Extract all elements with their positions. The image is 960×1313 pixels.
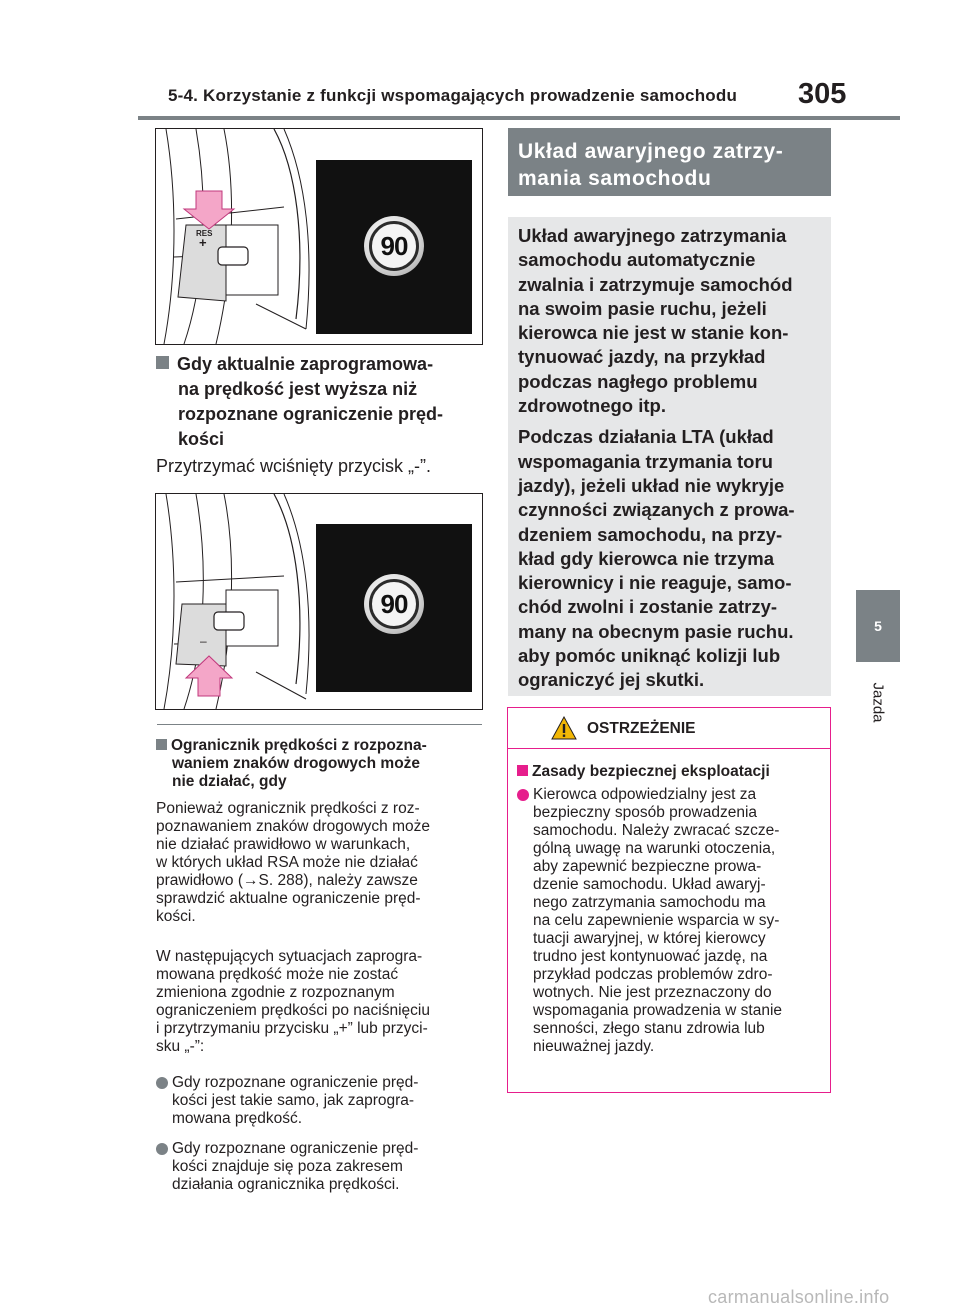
section-title: Układ awaryjnego zatrzy- mania samochodu <box>508 128 831 196</box>
section-heading-higher-speed: Gdy aktualnie zaprogramowa- na prędkość jest wyższa niż rozpoznane ograniczenie pręd- kości <box>156 352 486 452</box>
section-heading-limiter-not-working: Ogranicznik prędkości z rozpozna- waniem znaków drogowych może nie działać, gdy <box>156 737 486 791</box>
res-button-label: RES <box>196 229 213 238</box>
square-bullet-icon <box>156 356 169 369</box>
paragraph-limiter-info: Ponieważ ogranicznik prędkości z roz- poznawaniem znaków drogowych może nie działać prawidłowo w warunkach, w których układ RSA może nie działać prawidłowo (→S. 288), należy zawsze sprawdzić aktualne ograniczenie pręd- kości. <box>156 800 430 925</box>
chapter-tab[interactable]: 5 <box>856 590 900 662</box>
speed-limit-value: 90 <box>369 221 419 271</box>
warning-box <box>507 707 831 1093</box>
list-item: Gdy rozpoznane ograniczenie pręd- kości znajduje się poza zakresem działania ogranicznika prędkości. <box>156 1140 486 1194</box>
steering-switch-illustration-res <box>155 128 483 345</box>
display-panel <box>316 160 472 334</box>
paragraph-situations: W następujących sytuacjach zaprogra- mowana prędkość może nie zostać zmieniona zgodnie z rozpoznanym ograniczeniem prędkości po naciśnięciu i przytrzymaniu przycisku „+” lub przyci- sku „-”: <box>156 948 430 1055</box>
round-bullet-icon <box>156 1143 168 1155</box>
round-bullet-icon <box>517 789 529 801</box>
warning-content <box>517 763 825 1056</box>
chapter-heading: 5-4. Korzystanie z funkcji wspomagających prowadzenie samochodu <box>168 86 738 105</box>
display-panel <box>316 524 472 692</box>
steering-switch-illustration-minus <box>155 493 483 710</box>
speed-limit-value: 90 <box>369 579 419 629</box>
minus-symbol: – <box>200 634 207 648</box>
chapter-tab-label: Jazda <box>869 682 887 723</box>
square-bullet-icon <box>517 765 528 776</box>
warning-triangle-icon <box>551 716 577 740</box>
speed-limit-sign-icon <box>364 574 424 634</box>
summary-paragraph: Podczas działania LTA (układ wspomagania trzymania toru jazdy), jeżeli układ nie wykryje czynności związanych z prowa- dzeniem samochodu, na przy- kład gdy kierowca nie trzyma kierownicy i nie reaguje, samo- chód zwolni i zostanie zatrzy- many na obecnym pasie ruchu. aby pomóc uniknąć kolizji lub ograniczyć jej skutki. <box>518 426 795 691</box>
watermark: carmanualsonline.info <box>708 1287 890 1307</box>
round-bullet-icon <box>156 1077 168 1089</box>
instruction-text: Przytrzymać wciśnięty przycisk „-”. <box>156 456 432 476</box>
plus-symbol: + <box>199 235 207 250</box>
square-bullet-icon <box>156 739 167 750</box>
warning-header <box>508 708 830 749</box>
section-divider <box>157 724 482 725</box>
speed-limit-sign-icon <box>364 216 424 276</box>
warning-text: Kierowca odpowiedzialny jest za bezpieczny sposób prowadzenia samochodu. Należy zwracać szcze- gólną uwagę na warunki otoczenia, aby zapewnić bezpieczne prowa- dzenie samochodu. Układ awaryj- nego zatrzymania samochodu ma na celu zapewnienie wsparcia w sy- tuacji awaryjnej, w której kierowcy trudno jest kontynuować jazdę, na przykład podczas problemów zdro- wotnych. Nie jest przeznaczony do wspomagania prowadzenia w stanie senności, złego stanu zdrowia lub nieuważnej jazdy. <box>533 786 783 1055</box>
header-divider <box>138 116 900 120</box>
warning-subheading: Zasady bezpiecznej eksploatacji <box>532 763 770 780</box>
summary-paragraph: Układ awaryjnego zatrzymania samochodu automatycznie zwalnia i zatrzymuje samochód na swoim pasie ruchu, jeżeli kierowca nie jest w stanie kon- tynuować jazdy, na przykład podczas nagłego problemu zdrowotnego itp. <box>518 225 793 417</box>
warning-label: OSTRZEŻENIE <box>587 720 696 737</box>
summary-box <box>508 217 831 696</box>
page-number: 305 <box>798 78 847 110</box>
list-item: Gdy rozpoznane ograniczenie pręd- kości jest takie samo, jak zaprogra- mowana prędkość. <box>156 1074 486 1128</box>
